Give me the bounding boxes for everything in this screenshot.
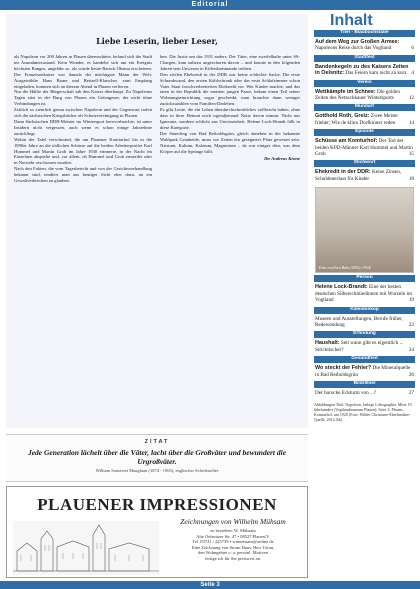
entry-text: Der barocke Eckturm von ...? bbox=[315, 389, 377, 396]
entry-title: Helene Lock-Brandt: bbox=[315, 284, 368, 291]
image-credits: Abbildungen Titel: Napoleon, farbige Lithographie, Mitte 19. Jahrhundert (Vogtlandmuseum Plauen), Seite 3: Plauen, Komturhof, um 1920 (Foto: Wilder Christiane-Eberhardine-Quelle, 2012 (bk) bbox=[314, 402, 413, 423]
paragraph: Es gibt Leute, die ein Leben überdurchschnittliches vollbracht haben, ohne dass in ihrer Heimat noch irgendjemand Notiz davon nimmt. Nicht nur Ignoranz, sondern schlicht aus Unwissenheit. Helene Lock-Brandt fällt in diese Kategorie. bbox=[160, 107, 300, 130]
ad-contact bbox=[163, 517, 303, 562]
contents-entry[interactable] bbox=[314, 87, 415, 105]
entry-text: Museen und Ausstellungen, Berufe früher, Redewendung bbox=[315, 315, 403, 328]
paragraph: Zeitlich so ziemlich genau zwischen Napoleon und der Gegenwart trafen sich die sächsischen Kriegsbücher als Schutzvereinigung in Plauen. bbox=[14, 107, 152, 119]
ad-line: fertige ich für Sie preiswert an. bbox=[205, 555, 261, 561]
contents-entry[interactable] bbox=[314, 363, 415, 381]
ad-line: den Wohngebiet o. a. persönl. Motiven bbox=[198, 550, 268, 556]
quote-label: ZITAT bbox=[144, 439, 170, 445]
section-heading: Titel - Blaubuchstabe bbox=[314, 30, 415, 37]
entry-page: 24 bbox=[408, 346, 414, 353]
paragraph: Der Säuerling von Bad Reiboldsgrün, gleich daneben in der bekannte Waldpark Grünheide, muss vor Zeiten ein gesegneter Platz gewesen sein. Natrium, Kalium, Kalzium, Magnesium – da war einiges drin, was dem Körper auf die Sprünge hilft. bbox=[160, 130, 300, 154]
ad-subtitle: Zeichnungen von Wilhelm Mühsam bbox=[180, 517, 286, 526]
entry-page: 26 bbox=[408, 371, 414, 378]
entry-page: 14 bbox=[408, 119, 414, 126]
contents-entry[interactable] bbox=[314, 167, 415, 185]
editorial-title: Liebe Leserin, lieber Leser, bbox=[96, 36, 218, 46]
contents-entry[interactable] bbox=[314, 388, 415, 399]
photo-caption: Foto von Sven Bahr (1955) / PGK bbox=[319, 266, 371, 271]
advertisement bbox=[6, 486, 308, 578]
entry-text: Seit wann gibt es eigentlich ... Stricktischer? bbox=[315, 340, 404, 353]
paragraph: Nur die Hälfte der Bürgerschaft sah den Kaiser überhaupt. Zu Napoleons Tagen sitzt in der Burg von Plauen ein Gefangener, der nicht ohne Verbindungen ist. bbox=[14, 89, 152, 107]
entry-title: Haushalt: bbox=[315, 340, 340, 347]
section-heading: Mundart bbox=[314, 104, 415, 111]
entry-page: 19 bbox=[408, 297, 414, 304]
quote-author: William Somerset Maugham (1874 - 1965), englischer Schriftsteller bbox=[95, 468, 219, 473]
ad-line: Alte Oelsnitzer Str. 47 • 08527 Plauen/V. bbox=[196, 533, 270, 539]
section-heading: Verein bbox=[314, 80, 415, 87]
entry-title: Schüsse am Komturhof: bbox=[315, 138, 378, 145]
section-heading: Gesundheit bbox=[314, 356, 415, 363]
section-heading: Stichwort bbox=[314, 160, 415, 167]
entry-text: Zwee Meiste frieher; Wie de klinn Dorfkinner reden bbox=[315, 113, 398, 126]
entry-title: Auf dem Weg zur Großen Armee: bbox=[315, 39, 400, 45]
section-heading: Bildrätsel bbox=[314, 381, 415, 388]
entry-title: Wettkämpfe im Schnee: bbox=[315, 88, 376, 95]
entry-text: Die golden Zeiten des Netzschkauer Wintersports bbox=[315, 88, 400, 102]
entry-title: Ehekredit in der DDR: bbox=[315, 169, 371, 176]
quote-text: Jede Generation lächelt über die Väter, lacht über die Großväter und bewundert die Urgroßväter. bbox=[27, 448, 287, 466]
contents-entry[interactable] bbox=[314, 282, 415, 306]
section-heading: Erfindung bbox=[314, 331, 415, 338]
paragraph: Nach den Fakten, die vom Tagesbericht und von der Gerichtsverhandlung bekannt sind, tendiert man aus heutiger Sicht eher dazu, an ein Gewaltverbrechen zu glauben. bbox=[14, 166, 152, 184]
contents-entry[interactable] bbox=[314, 338, 415, 356]
entry-page: 18 bbox=[408, 175, 414, 182]
entry-text: Napoleons Reise durch das Vogtland bbox=[315, 45, 392, 52]
paragraph: Dann Sächsischen DDR-Meister im Wintersport herovorbrachte, ist unter Insidern nicht vergessen, auch wenn es schon einige Jahrzehnte zurückliegt. bbox=[14, 118, 152, 136]
entry-title: Bandenkegeln zu des Kaisers Zeiten in Oelsnitz: bbox=[315, 63, 409, 77]
contents-title: Inhalt bbox=[330, 12, 373, 29]
ad-line: Eine Zeichnung von Strom Haus, Herr Urrau, bbox=[191, 544, 275, 550]
section-heading: Kaleidoskop bbox=[314, 307, 415, 314]
ad-line: Tel. 03741 / 225739 • wmuehsam@online.de bbox=[192, 539, 274, 545]
editorial-signature: Ihr Andreas Krone bbox=[264, 156, 300, 162]
page-number: Seite 3 bbox=[200, 582, 220, 588]
entry-text: Eine der besten deutschen Silberschmiedinnen mit Wurzeln im Vogtland bbox=[315, 284, 413, 304]
entry-title: Wo steckt der Fehler? bbox=[315, 365, 372, 372]
paragraph: Den zivilen Ehekreidt in der DDR war keine schlechte Sache. Die erste Schrankwand, den ersten Kühlschrank oder das erste Schlafzimmer schon Vater Staat froschverbreiterten Ehekredit vor. Wer Kinder machte, und das taten in der Republik die meisten jungen Paare, bekam einen Teil seiner Wohnungseinrichtung sogar geschenkt; man brauchte dann weniger zurückzuzahlen vom Familien-Darlehen. bbox=[160, 71, 300, 107]
ad-line: zu beziehen: W. Mühsam bbox=[210, 528, 256, 533]
header-bar bbox=[0, 0, 420, 10]
paragraph: ben. Die Justiz um das 1931 anders. Der Täter, eine zweifelhafte unter SS-Chargen, kam nahezu ungeschoren davon – und konnte in den folgenden Jahren sein Unwesen in Kiffenkommando treiben. bbox=[160, 54, 300, 71]
contents-entry[interactable] bbox=[314, 37, 415, 55]
section-heading: Stadtfest bbox=[314, 55, 415, 62]
entry-page: 4 bbox=[411, 70, 414, 77]
paragraph: als Napoleon vor 200 Jahren in Plauen übernachtete, befand sich die Stadt im Ausnahmezustand. Kein Wunder, es handelte sich um ein Ereignis höchsten Ranges, ungefähr so, als würde heute Barack Obama erscheinen. Der Französenkaiser war damals der mächtigste Mann der Welt. Ausgewählte Hans Bauer und Beitzell-Klatscher, zum Empfang eingeladen, konnten sich an diesem Abend in Plauen verlieren. bbox=[14, 54, 152, 89]
contents-entry[interactable] bbox=[314, 62, 415, 80]
contents-entry[interactable] bbox=[314, 314, 415, 332]
entry-page: 22 bbox=[408, 321, 414, 328]
ad-drawing-image bbox=[13, 521, 159, 575]
header-label: Editorial bbox=[191, 1, 229, 8]
section-heading: Episode bbox=[314, 129, 415, 136]
section-heading: Person bbox=[314, 275, 415, 282]
contents-entry[interactable] bbox=[314, 136, 415, 160]
editorial-column-2 bbox=[160, 54, 300, 162]
entry-page: 15 bbox=[408, 151, 414, 158]
entry-text: Keine Zinsen, Schuldenerlass für Kinder bbox=[315, 169, 402, 182]
editorial-box bbox=[6, 14, 308, 428]
entry-page: 6 bbox=[411, 45, 414, 52]
ad-title: PLAUENER IMPRESSIONEN bbox=[37, 495, 277, 514]
entry-page: 27 bbox=[408, 389, 414, 396]
footer-bar bbox=[0, 581, 420, 589]
entry-text: Die Mineralquelle in Bad Reiboldsgrün bbox=[315, 365, 411, 378]
contents-entry[interactable] bbox=[314, 111, 415, 129]
quote-box bbox=[6, 434, 308, 482]
paragraph: Wohin der Tafel verschwand, die am Plauener Komturhof bis in die 1990er Jahre an die tödlichen Schüsse auf die beiden Arbeiterpostler Karl Hummel und Martin Grob im Jahre 1930 erinnerte, in der Nacht im Einzelnen abspielte und, vor allem, ob Hummel und Grob ermordet oder in Notwehr erschossen wurden. bbox=[14, 136, 152, 166]
entry-title: Gotthold Roth, Greiz: bbox=[315, 113, 370, 120]
entry-text: Das Feiern kam nicht zu kurz bbox=[345, 70, 407, 77]
entry-page: 12 bbox=[408, 95, 414, 102]
contents-photo bbox=[315, 187, 414, 273]
entry-text: Der Tod der beiden KPD-Männer Karl Hummel und Martin Grob bbox=[315, 138, 413, 158]
contents-sidebar bbox=[314, 30, 415, 422]
editorial-column-1 bbox=[14, 54, 152, 184]
